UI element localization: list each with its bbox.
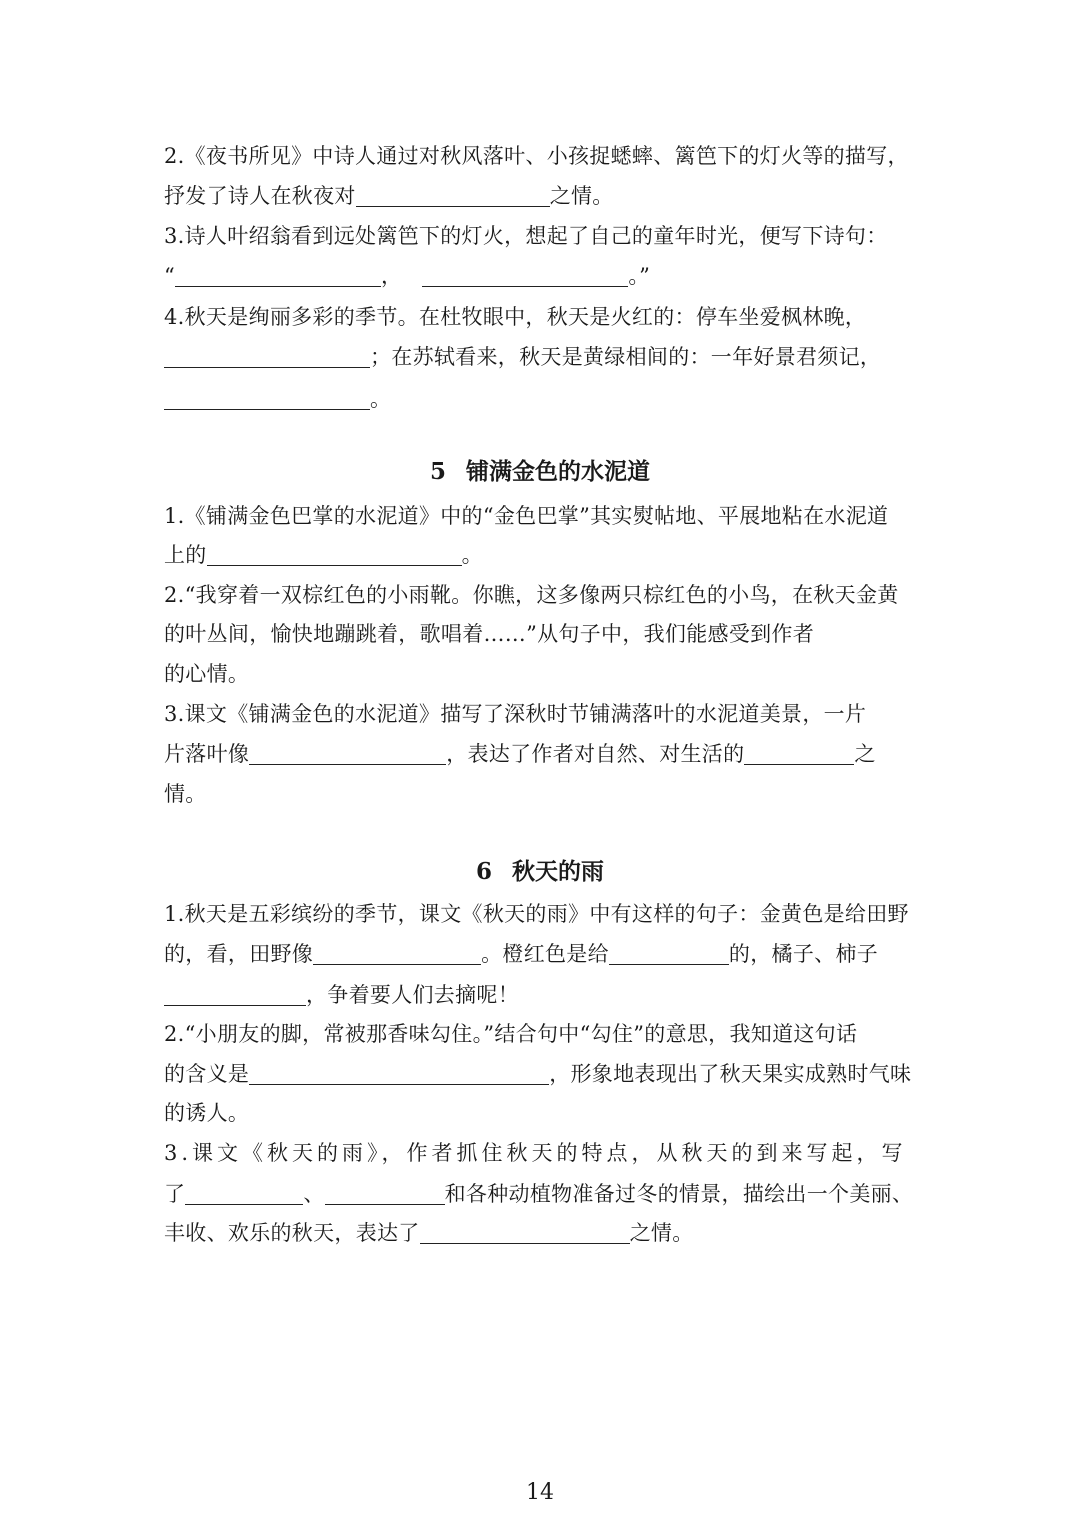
q5-3-line1: 3.课文《铺满金色的水泥道》描写了深秋时节铺满落叶的水泥道美景，一片 [164,702,867,726]
section-5-heading [0,452,1080,492]
section-6-heading [0,852,1080,892]
text: 片落叶像 [164,742,250,766]
answer-blank[interactable] [207,535,462,566]
q6-1-line2 [164,934,924,974]
answer-blank[interactable] [175,256,381,287]
text: 之 [854,742,876,766]
text: 。橙红色是给 [481,942,609,966]
text: 了 [164,1182,186,1206]
answer-blank[interactable] [164,337,370,368]
q5-1-line1: 1.《铺满金色巴掌的水泥道》中的“金色巴掌”其实熨帖地、平展地粘在水泥道 [164,504,889,528]
answer-blank[interactable] [420,1213,630,1244]
answer-blank[interactable] [164,975,306,1006]
answer-blank[interactable] [744,734,854,765]
q6-1-line3 [164,975,924,1015]
q-yeshu-line2 [164,176,924,216]
text: 。 [370,387,392,411]
q6-2-line2 [164,1054,924,1094]
answer-blank[interactable] [164,379,370,410]
text: ，形象地表现出了秋天果实成熟时气味 [549,1062,912,1086]
text: 之情。 [629,1221,694,1245]
q6-3-line2 [164,1174,924,1214]
q6-1-line1: 1.秋天是五彩缤纷的季节，课文《秋天的雨》中有这样的句子：金黄色是给田野 [164,902,909,926]
answer-blank[interactable] [325,1174,445,1205]
section-title: 铺满金色的水泥道 [466,459,650,485]
q-autumn-line1: 4.秋天是绚丽多彩的季节。在杜牧眼中，秋天是火红的：停车坐爱枫林晚， [164,305,867,329]
text: ，争着要人们去摘呢！ [306,983,519,1007]
answer-blank[interactable] [185,1174,303,1205]
q5-2-line1: 2.“我穿着一双棕红色的小雨靴。你瞧，这多像两只棕红色的小鸟，在秋天金黄 [164,583,899,607]
text: 。” [628,264,651,288]
q6-2-line1: 2.“小朋友的脚，常被那香味勾住。”结合句中“勾住”的意思，我知道这句话 [164,1022,858,1046]
text: 和各种动植物准备过冬的情景，描绘出一个美丽、 [444,1182,914,1206]
text: ；在苏轼看来，秋天是黄绿相间的：一年好景君须记， [370,345,882,369]
q-poem-line2 [164,256,924,296]
text: ，表达了作者对自然、对生活的 [446,742,745,766]
text: 的含义是 [164,1062,250,1086]
q5-1-line2 [164,535,924,575]
q-yeshu-line1: 2.《夜书所见》中诗人通过对秋风落叶、小孩捉蟋蟀、篱笆下的灯火等的描写， [164,144,909,168]
answer-blank[interactable] [609,934,729,965]
text: 的，看，田野像 [164,942,314,966]
q5-2-line2: 的叶丛间，愉快地蹦跳着，歌唱着……”从句子中，我们能感受到作者 [164,622,815,646]
q-autumn-line3 [164,379,924,419]
section-title: 秋天的雨 [512,859,604,885]
text: “ [164,264,176,288]
q-autumn-line2 [164,337,924,377]
answer-blank[interactable] [249,734,446,765]
text: ， [381,264,403,288]
answer-blank[interactable] [249,1054,549,1085]
answer-blank[interactable] [356,176,550,207]
q5-2-line3: 的心情。 [164,662,250,686]
q6-3-line1: 3.课文《秋天的雨》，作者抓住秋天的特点，从秋天的到来写起，写 [164,1141,907,1165]
text: 。 [461,543,483,567]
answer-blank[interactable] [422,256,628,287]
q6-3-line3 [164,1213,924,1253]
text: 之情。 [549,184,614,208]
text: 、 [303,1182,325,1206]
q5-3-line2 [164,734,924,774]
text: 上的 [164,543,207,567]
text: 抒发了诗人在秋夜对 [164,184,356,208]
page-number: 14 [526,1480,554,1505]
section-number: 6 [475,858,492,885]
section-number: 5 [429,458,446,485]
answer-blank[interactable] [313,934,481,965]
text: 的，橘子、柿子 [728,942,879,966]
q6-2-line3: 的诱人。 [164,1101,250,1125]
q5-3-line3: 情。 [164,782,207,806]
q-poem-line1: 3.诗人叶绍翁看到远处篱笆下的灯火，想起了自己的童年时光，便写下诗句： [164,224,888,248]
text: 丰收、欢乐的秋天，表达了 [164,1221,420,1245]
